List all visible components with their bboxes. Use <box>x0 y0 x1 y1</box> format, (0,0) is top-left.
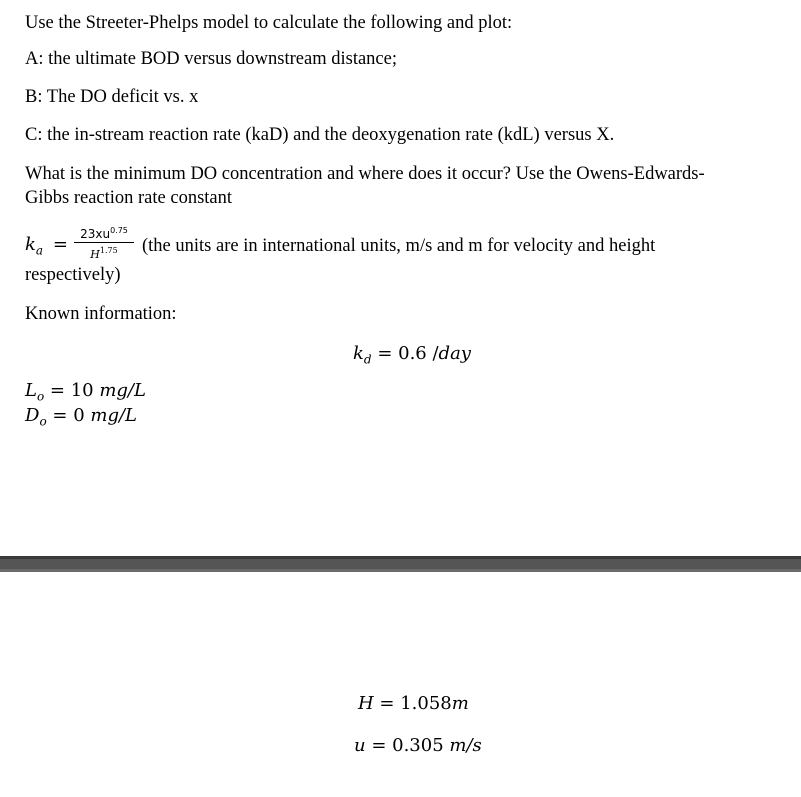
document-page-2 <box>0 572 801 797</box>
formula-numerator: $23xu^{0.75}$ <box>80 226 128 241</box>
question-line-2: Gibbs reaction rate constant <box>25 188 233 208</box>
question-line-1: What is the minimum DO concentration and where does it occur? Use the Owens-Edwards- <box>25 164 705 184</box>
lo-equation: $L_o = 10$ mg/L <box>25 380 146 404</box>
do-equation: $D_o = 0$ mg/L <box>25 405 137 429</box>
divider-top-edge <box>0 556 801 559</box>
u-equation: u = 0.305 m/s <box>354 735 482 756</box>
page-divider <box>0 556 801 572</box>
kd-equation: $k_d = 0.6$ /day <box>353 343 471 367</box>
fraction-bar <box>74 242 134 243</box>
item-a: A: the ultimate BOD versus downstream distance; <box>25 49 397 69</box>
ka-symbol: $k_a$ = <box>25 234 68 258</box>
formula-note-continued: respectively) <box>25 265 121 285</box>
formula-note: (the units are in international units, m/s and m for velocity and height <box>142 236 656 256</box>
formula-fraction <box>74 225 134 260</box>
item-c: C: the in-stream reaction rate (kaD) and the deoxygenation rate (kdL) versus X. <box>25 125 615 145</box>
formula-denominator: $H^{1.75}$ <box>90 246 118 261</box>
intro-text: Use the Streeter-Phelps model to calculate the following and plot: <box>25 13 513 33</box>
item-b: B: The DO deficit vs. x <box>25 87 199 107</box>
known-info-heading: Known information: <box>25 304 177 324</box>
h-equation: H = 1.058m <box>358 693 469 714</box>
